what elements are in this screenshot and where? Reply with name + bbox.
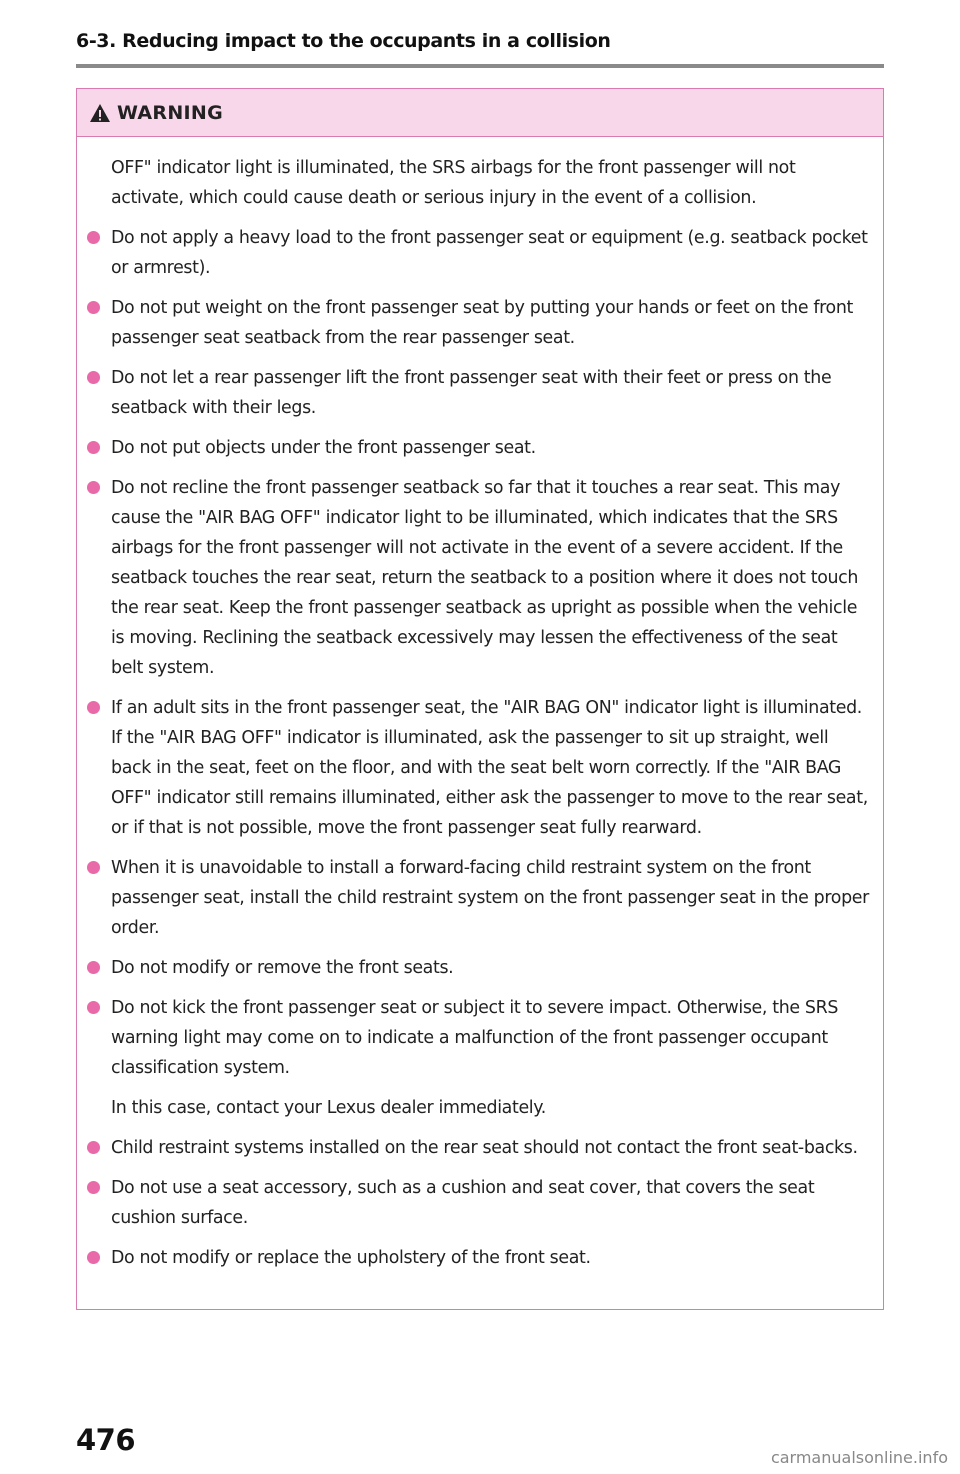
bullet-icon xyxy=(87,481,100,494)
warning-item xyxy=(87,693,873,843)
warning-item xyxy=(87,473,873,683)
warning-item xyxy=(87,1243,873,1273)
warning-item-text: Do not modify or remove the front seats. xyxy=(111,958,454,978)
bullet-icon xyxy=(87,861,100,874)
warning-item-text: Do not put objects under the front passenger seat. xyxy=(111,438,536,458)
warning-item-text: Do not use a seat accessory, such as a cushion and seat cover, that covers the seat cushion surface. xyxy=(111,1178,815,1228)
warning-header xyxy=(77,89,883,137)
warning-item xyxy=(87,293,873,353)
bullet-icon xyxy=(87,231,100,244)
warning-item xyxy=(87,363,873,423)
section-header: 6-3. Reducing impact to the occupants in a collision xyxy=(76,30,611,52)
warning-item-text: Do not apply a heavy load to the front passenger seat or equipment (e.g. seatback pocket or armrest). xyxy=(111,228,868,278)
bullet-icon xyxy=(87,961,100,974)
bullet-icon xyxy=(87,301,100,314)
bullet-icon xyxy=(87,1141,100,1154)
bullet-icon xyxy=(87,1001,100,1014)
header-divider xyxy=(76,64,884,68)
warning-item xyxy=(87,223,873,283)
warning-item xyxy=(87,153,873,213)
warning-item xyxy=(87,433,873,463)
warning-item-text: Do not let a rear passenger lift the front passenger seat with their feet or press on the seatback with their legs. xyxy=(111,368,832,418)
warning-item xyxy=(87,1093,873,1123)
warning-item-text: OFF" indicator light is illuminated, the SRS airbags for the front passenger will not activate, which could cause death or serious injury in the event of a collision. xyxy=(111,158,796,208)
warning-item-text: Do not recline the front passenger seatback so far that it touches a rear seat. This may cause the "AIR BAG OFF" indicator light to be illuminated, which indicates that the SRS airbags for the front passenger will not activate in the event of a severe accident. If the seatback touches the rear seat, return the seatback to a position where it does not touch the rear seat. Keep the front passenger seatback as upright as possible when the vehicle is moving. Reclining the seatback excessively may lessen the effectiveness of the seat belt system. xyxy=(111,478,859,678)
warning-title: WARNING xyxy=(117,101,224,124)
watermark: carmanualsonline.info xyxy=(770,1448,948,1467)
warning-item xyxy=(87,993,873,1083)
warning-item-text: Do not put weight on the front passenger seat by putting your hands or feet on the front passenger seat seatback from the rear passenger seat. xyxy=(111,298,853,348)
warning-item-text: Child restraint systems installed on the rear seat should not contact the front seat-backs. xyxy=(111,1138,858,1158)
warning-item-text: When it is unavoidable to install a forward-facing child restraint system on the front passenger seat, install the child restraint system on the front passenger seat in the proper order. xyxy=(111,858,869,938)
warning-item xyxy=(87,1133,873,1163)
warning-item-text: Do not kick the front passenger seat or subject it to severe impact. Otherwise, the SRS warning light may come on to indicate a malfunction of the front passenger occupant classification system. xyxy=(111,998,839,1078)
warning-item xyxy=(87,1173,873,1233)
warning-item-text: Do not modify or replace the upholstery of the front seat. xyxy=(111,1248,591,1268)
bullet-icon xyxy=(87,441,100,454)
warning-body xyxy=(77,137,883,1273)
warning-item xyxy=(87,953,873,983)
page-number: 476 xyxy=(76,1423,136,1457)
bullet-icon xyxy=(87,371,100,384)
bullet-icon xyxy=(87,701,100,714)
warning-item-text: If an adult sits in the front passenger seat, the "AIR BAG ON" indicator light is illuminated. If the "AIR BAG OFF" indicator is illuminated, ask the passenger to sit up straight, well back in the seat, feet on the floor, and with the seat belt worn correctly. If the "AIR BAG OFF" indicator still remains illuminated, either ask the passenger to move to the rear seat, or if that is not possible, move the front passenger seat fully rearward. xyxy=(111,698,868,838)
bullet-icon xyxy=(87,1181,100,1194)
warning-box xyxy=(76,88,884,1310)
warning-item-text: In this case, contact your Lexus dealer immediately. xyxy=(111,1098,546,1118)
warning-triangle-icon xyxy=(89,103,111,123)
warning-item xyxy=(87,853,873,943)
bullet-icon xyxy=(87,1251,100,1264)
